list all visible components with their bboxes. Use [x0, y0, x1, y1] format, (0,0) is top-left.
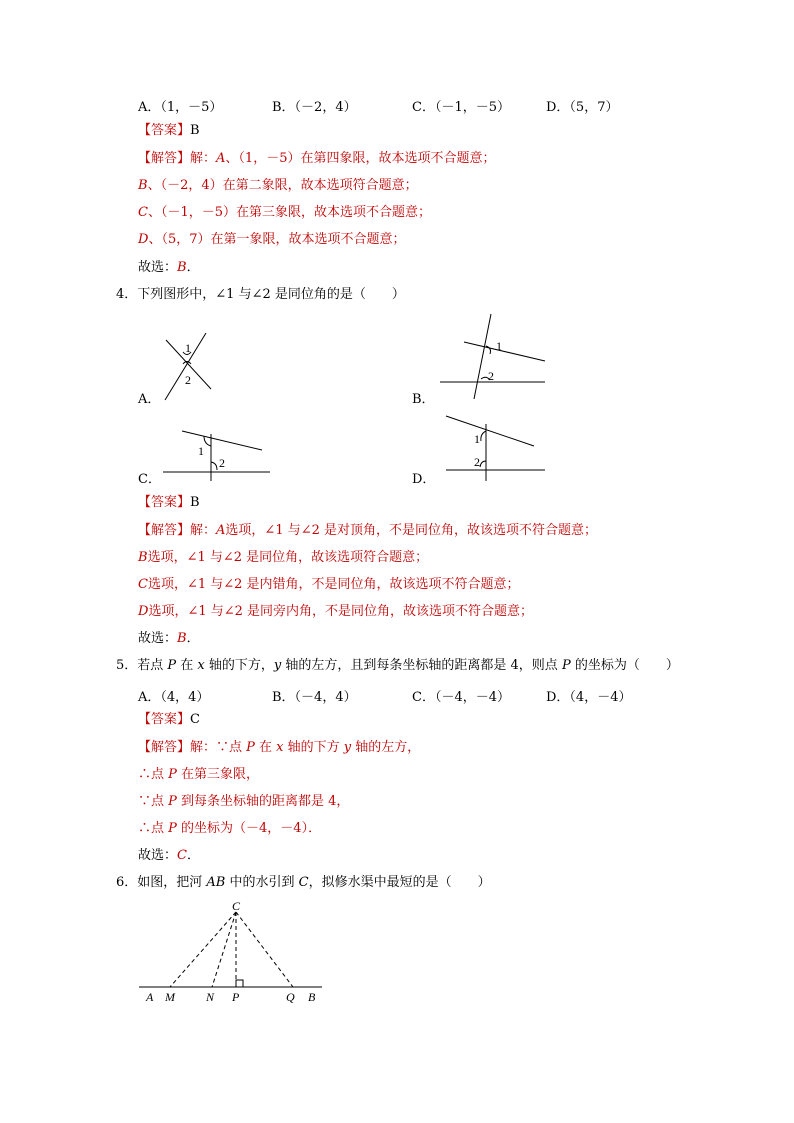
q5-analysis-line-3: ∵点 P 到每条坐标轴的距离都是 4， [138, 794, 350, 809]
q3-analysis-line-3: C、（－1，－5）在第三象限，故本选项不合题意； [138, 205, 431, 220]
q6-label-b: B [308, 990, 316, 1004]
q4-stem: 4．下列图形中，∠1 与∠2 是同位角的是（ ） [116, 287, 405, 302]
q3-analysis-line-4: D、（5，7）在第一象限，故本选项不合题意； [138, 232, 406, 247]
q4-figure-b-label: B． [412, 392, 435, 407]
q4-a-angle-1: 1 [185, 341, 191, 355]
analysis-tag: 【解答】 [138, 523, 191, 538]
q5-analysis-line-1: 【解答】解：∵点 P 在 x 轴的下方 y 轴的左方， [138, 740, 421, 755]
q4-analysis-line-3: C选项，∠1 与∠2 是内错角，不是同位角，故该选项不符合题意； [138, 577, 520, 592]
answer-value: C [190, 712, 200, 727]
q4-c-angle-1: 1 [198, 444, 204, 458]
q3-analysis-line-1: 【解答】解：A、（1，－5）在第四象限，故本选项不合题意； [138, 151, 496, 166]
q5-conclusion: 故选：C． [138, 848, 200, 863]
q4-a-angle-2: 2 [185, 373, 191, 387]
analysis-tag: 【解答】 [138, 151, 191, 166]
q6-label-m: M [165, 990, 175, 1004]
answer-tag: 【答案】 [138, 712, 191, 727]
q6-label-q: Q [286, 990, 295, 1004]
answer-tag: 【答案】 [138, 495, 191, 510]
q6-segment-cm [170, 912, 236, 987]
q4-figure-d-label: D． [412, 472, 436, 487]
q6-label-n: N [206, 990, 215, 1004]
q3-option-b: B．（－2，4） [272, 100, 357, 115]
q5-stem: 5．若点 P 在 x 轴的下方，y 轴的左方，且到每条坐标轴的距离都是 4，则点 P 的坐标为（ ） [116, 658, 679, 673]
q4-b-angle-2: 2 [488, 369, 494, 383]
q5-option-c: C．（－4，－4） [412, 690, 510, 705]
q4-figure-b [440, 314, 545, 399]
q6-label-c: C [232, 899, 241, 913]
q5-option-b: B．（－4，4） [272, 690, 357, 705]
q3-option-d: D．（5，7） [546, 100, 619, 115]
q4-c-angle-2: 2 [219, 456, 225, 470]
q4-figure-d [446, 416, 545, 481]
q6-label-p: P [232, 990, 240, 1004]
q4-analysis-line-1: 【解答】解：A选项，∠1 与∠2 是对顶角，不是同位角，故该选项不符合题意； [138, 523, 598, 538]
q6-segment-cn [212, 912, 236, 987]
q3-option-c: C．（－1，－5） [412, 100, 510, 115]
q5-option-d: D．（4，－4） [546, 690, 632, 705]
q4-analysis-line-2: B选项，∠1 与∠2 是同位角，故该选项符合题意； [138, 550, 429, 565]
answer-value: B [190, 123, 200, 138]
q3-analysis-line-2: B、（－2，4）在第二象限，故本选项符合题意； [138, 178, 418, 193]
q4-analysis-line-4: D选项，∠1 与∠2 是同旁内角，不是同位角，故该选项不符合题意； [138, 604, 534, 619]
q4-answer [138, 495, 200, 511]
q6-segment-cq [236, 912, 293, 987]
q3-conclusion: 故选：B． [138, 260, 200, 275]
q4-figure-c [163, 431, 270, 481]
q6-label-a: A [146, 990, 154, 1004]
q5-analysis-line-2: ∴点 P 在第三象限， [138, 767, 260, 782]
q4-b-angle-1: 1 [496, 339, 502, 353]
q6-figure [139, 912, 322, 987]
q6-right-angle-mark [236, 980, 243, 987]
q4-d-angle-1: 1 [474, 432, 480, 446]
q6-stem: 6．如图，把河 AB 中的水引到 C，拟修水渠中最短的是（ ） [116, 875, 491, 890]
answer-value: B [190, 495, 200, 510]
analysis-tag: 【解答】 [138, 740, 191, 755]
q5-answer [138, 712, 200, 728]
q4-figure-c-label: C． [138, 472, 161, 487]
q5-analysis-line-4: ∴点 P 的坐标为（－4，－4）． [138, 821, 322, 836]
q4-figure-a-label: A． [138, 392, 161, 407]
answer-tag: 【答案】 [138, 123, 191, 138]
q3-option-a: A．（1，－5） [138, 100, 223, 115]
q4-d-angle-2: 2 [474, 455, 480, 469]
q5-option-a: A．（4，4） [138, 690, 210, 705]
q4-conclusion: 故选：B． [138, 631, 200, 646]
